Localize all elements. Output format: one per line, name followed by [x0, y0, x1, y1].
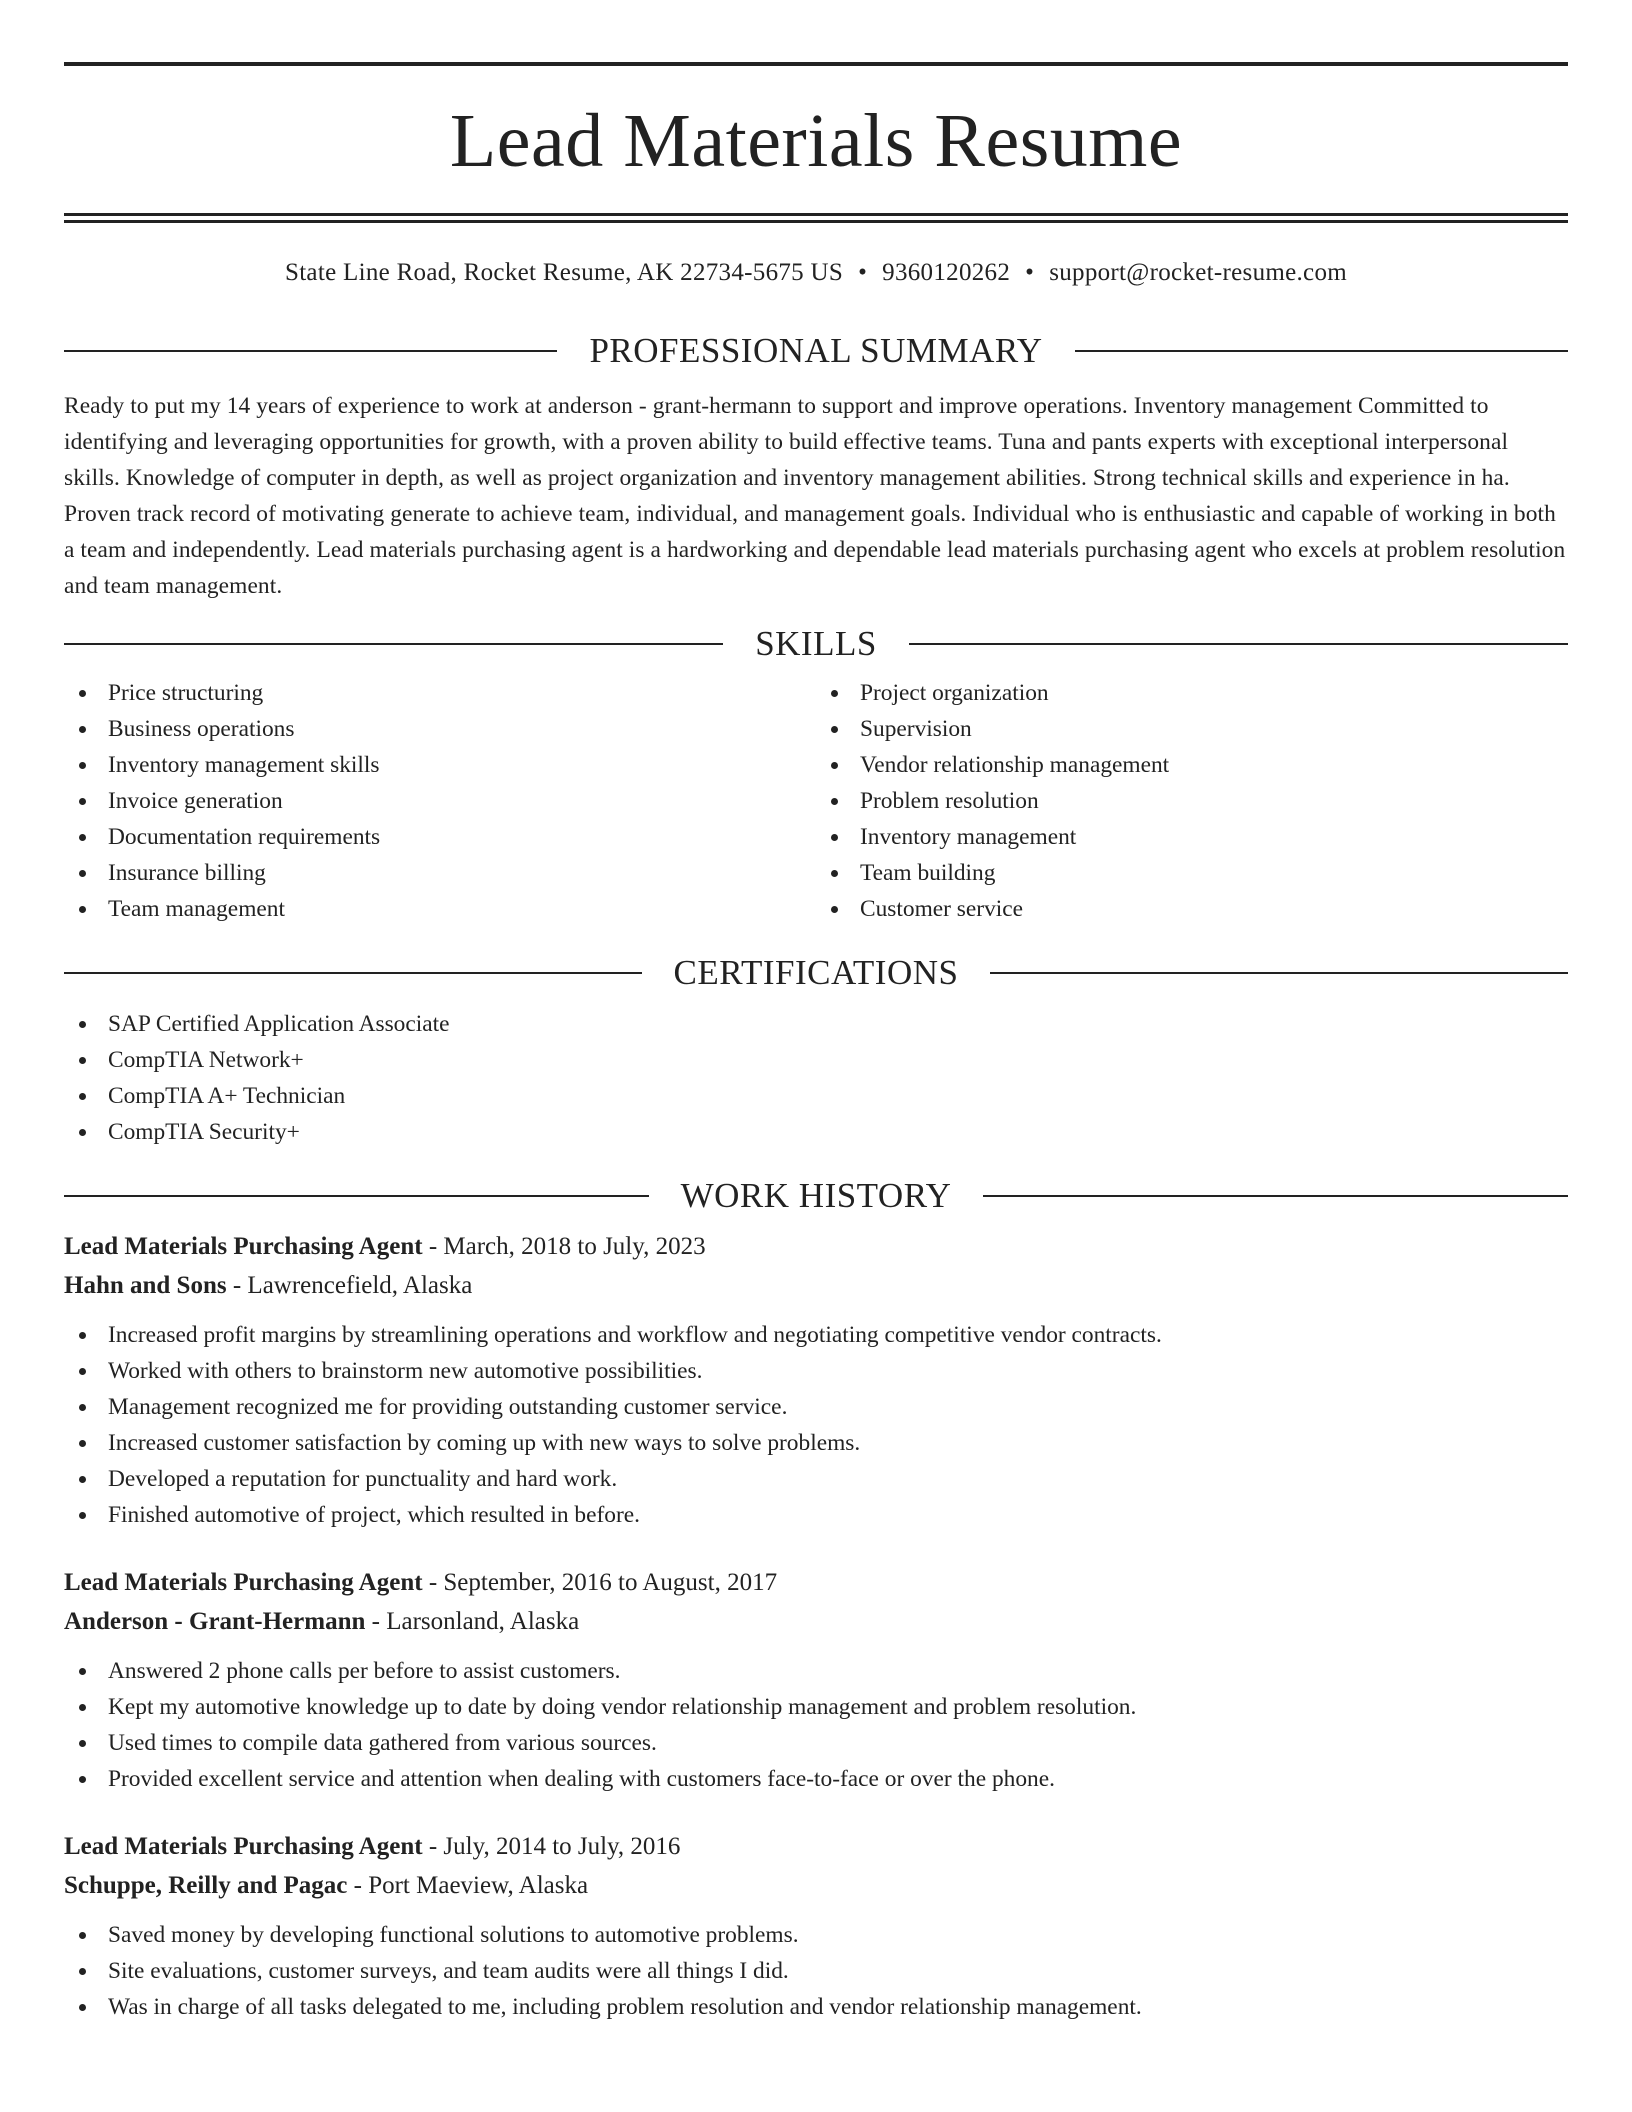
job-bullet: Saved money by developing functional solutions to automotive problems. — [64, 1917, 1568, 1953]
skill-item: Supervision — [816, 711, 1568, 747]
skill-item: Team management — [64, 891, 816, 927]
skill-item: Team building — [816, 855, 1568, 891]
job-bullet: Management recognized me for providing outstanding customer service. — [64, 1389, 1568, 1425]
certification-item: CompTIA Network+ — [64, 1042, 1568, 1078]
job-company: Anderson - Grant-Hermann — [64, 1608, 366, 1635]
certifications-list — [64, 1006, 1568, 1150]
skill-item: Business operations — [64, 711, 816, 747]
heading-rule-right — [909, 643, 1568, 645]
job-bullets — [64, 1653, 1568, 1797]
heading-rule-left — [64, 972, 642, 974]
job-bullets — [64, 1317, 1568, 1533]
job-location: - Larsonland, Alaska — [365, 1608, 580, 1635]
certification-item: CompTIA Security+ — [64, 1114, 1568, 1150]
job-company-line — [64, 1266, 1568, 1305]
skill-item: Problem resolution — [816, 783, 1568, 819]
summary-heading-label: PROFESSIONAL SUMMARY — [589, 331, 1043, 370]
job-entry — [64, 1563, 1568, 1797]
job-role: Lead Materials Purchasing Agent — [64, 1833, 423, 1860]
skill-item: Price structuring — [64, 675, 816, 711]
job-location: - Port Maeview, Alaska — [347, 1872, 589, 1899]
job-dates: - July, 2014 to July, 2016 — [422, 1833, 681, 1860]
work-history-heading-label: WORK HISTORY — [680, 1176, 952, 1215]
job-title-line — [64, 1827, 1568, 1866]
job-role: Lead Materials Purchasing Agent — [64, 1233, 423, 1260]
job-title-line — [64, 1563, 1568, 1602]
job-bullet: Developed a reputation for punctuality and hard work. — [64, 1461, 1568, 1497]
skill-item: Invoice generation — [64, 783, 816, 819]
certification-item: CompTIA A+ Technician — [64, 1078, 1568, 1114]
job-bullets — [64, 1917, 1568, 2025]
summary-section-heading — [64, 333, 1568, 368]
job-bullet: Increased customer satisfaction by coming up with new ways to solve problems. — [64, 1425, 1568, 1461]
skills-right-column — [816, 675, 1568, 927]
heading-rule-right — [983, 1195, 1568, 1197]
job-entry — [64, 1227, 1568, 1533]
contact-separator: • — [1025, 259, 1035, 286]
job-company: Schuppe, Reilly and Pagac — [64, 1872, 348, 1899]
certifications-heading-label: CERTIFICATIONS — [673, 953, 959, 992]
job-dates: - September, 2016 to August, 2017 — [422, 1569, 778, 1596]
title-double-rule — [64, 213, 1568, 223]
skills-heading-label: SKILLS — [755, 624, 877, 663]
job-bullet: Increased profit margins by streamlining operations and workflow and negotiating competitive vendor contracts. — [64, 1317, 1568, 1353]
heading-rule-left — [64, 643, 723, 645]
skill-item: Documentation requirements — [64, 819, 816, 855]
job-role: Lead Materials Purchasing Agent — [64, 1569, 423, 1596]
contact-phone: 9360120262 — [882, 259, 1011, 286]
skill-item: Vendor relationship management — [816, 747, 1568, 783]
contact-line — [64, 259, 1568, 287]
job-bullet: Provided excellent service and attention when dealing with customers face-to-face or over the phone. — [64, 1761, 1568, 1797]
summary-text: Ready to put my 14 years of experience to work at anderson - grant-hermann to support and improve operations. Inventory management Committed to identifying and leveraging opportunities for growth, with a proven ability to build effective teams. Tuna and pants experts with exceptional interpersonal skills. Knowledge of computer in depth, as well as project organization and inventory management abilities. Strong technical skills and experience in ha. Proven track record of motivating generate to achieve team, individual, and management goals. Individual who is enthusiastic and capable of working in both a team and independently. Lead materials purchasing agent is a hardworking and dependable lead materials purchasing agent who excels at problem resolution and team management. — [64, 393, 1566, 599]
skills-section-heading — [64, 626, 1568, 661]
skill-item: Project organization — [816, 675, 1568, 711]
contact-address: State Line Road, Rocket Resume, AK 22734-5675 US — [284, 259, 844, 286]
resume-title: Lead Materials Resume — [449, 99, 1183, 183]
top-rule — [64, 62, 1568, 66]
job-location: - Lawrencefield, Alaska — [226, 1272, 473, 1299]
certifications-section-heading — [64, 955, 1568, 990]
job-bullet: Kept my automotive knowledge up to date by doing vendor relationship management and problem resolution. — [64, 1689, 1568, 1725]
heading-rule-left — [64, 350, 557, 352]
skills-grid — [64, 675, 1568, 927]
skill-item: Customer service — [816, 891, 1568, 927]
heading-rule-right — [1075, 350, 1568, 352]
job-bullet: Site evaluations, customer surveys, and team audits were all things I did. — [64, 1953, 1568, 1989]
job-bullet: Used times to compile data gathered from various sources. — [64, 1725, 1568, 1761]
contact-separator: • — [858, 259, 868, 286]
skills-left-column — [64, 675, 816, 927]
job-bullet: Answered 2 phone calls per before to assist customers. — [64, 1653, 1568, 1689]
job-bullet: Finished automotive of project, which resulted in before. — [64, 1497, 1568, 1533]
work-history-section-heading — [64, 1178, 1568, 1213]
job-company-line — [64, 1866, 1568, 1905]
job-company: Hahn and Sons — [64, 1272, 227, 1299]
job-entry — [64, 1827, 1568, 2025]
skill-item: Insurance billing — [64, 855, 816, 891]
job-bullet: Was in charge of all tasks delegated to me, including problem resolution and vendor relationship management. — [64, 1989, 1568, 2025]
certification-item: SAP Certified Application Associate — [64, 1006, 1568, 1042]
job-bullet: Worked with others to brainstorm new automotive possibilities. — [64, 1353, 1568, 1389]
job-company-line — [64, 1602, 1568, 1641]
job-dates: - March, 2018 to July, 2023 — [422, 1233, 706, 1260]
heading-rule-right — [990, 972, 1568, 974]
heading-rule-left — [64, 1195, 649, 1197]
job-title-line — [64, 1227, 1568, 1266]
contact-email: support@rocket-resume.com — [1049, 259, 1347, 286]
skill-item: Inventory management skills — [64, 747, 816, 783]
skill-item: Inventory management — [816, 819, 1568, 855]
